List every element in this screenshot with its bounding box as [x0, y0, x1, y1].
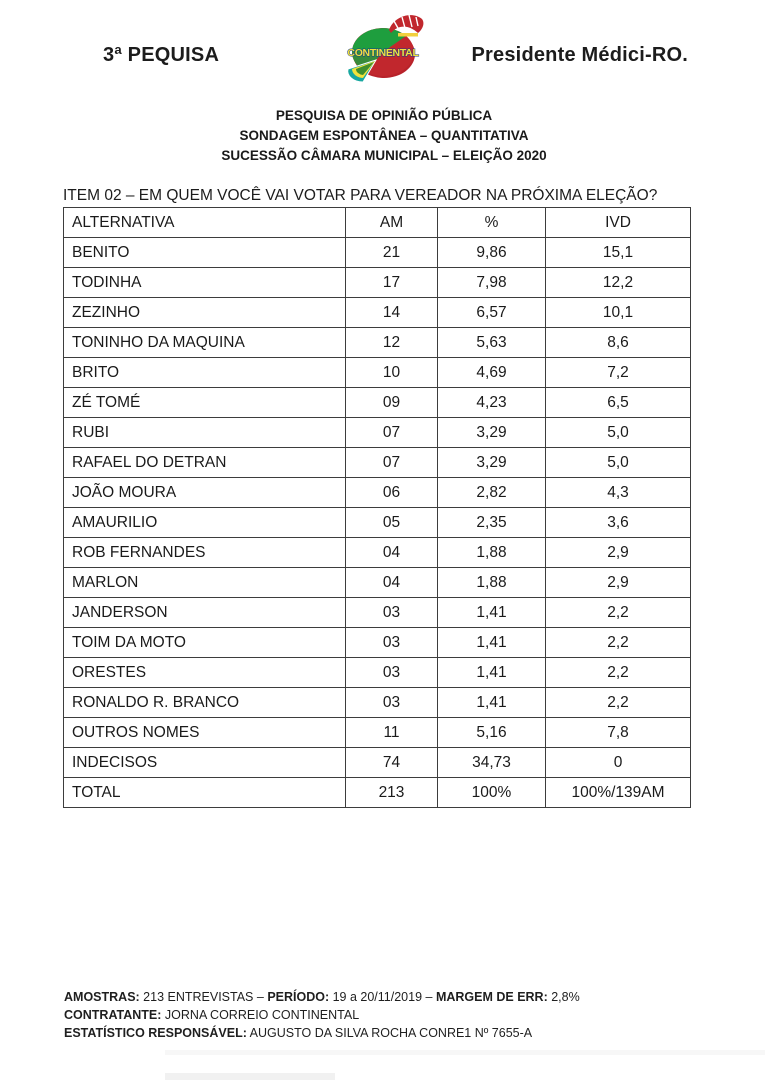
alternativa-cell: AMAURILIO — [64, 508, 346, 538]
results-table-body — [64, 238, 691, 808]
pct-cell: 6,57 — [438, 298, 546, 328]
footer-line-amostras — [64, 988, 768, 1006]
table-row — [64, 628, 691, 658]
table-row — [64, 538, 691, 568]
pct-cell: 5,16 — [438, 718, 546, 748]
alternativa-cell: JOÃO MOURA — [64, 478, 346, 508]
city-title: Presidente Médici-RO. — [471, 44, 688, 66]
footer-text-segment: CONTRATANTE: — [64, 1008, 162, 1022]
alternativa-cell: ZÉ TOMÉ — [64, 388, 346, 418]
ivd-cell: 5,0 — [546, 448, 691, 478]
col-header-ivd: IVD — [546, 208, 691, 238]
title-line-1: PESQUISA DE OPINIÃO PÚBLICA — [275, 108, 493, 123]
ivd-cell: 4,3 — [546, 478, 691, 508]
pct-cell: 3,29 — [438, 448, 546, 478]
table-row — [64, 268, 691, 298]
alternativa-cell: JANDERSON — [64, 598, 346, 628]
ivd-cell: 7,8 — [546, 718, 691, 748]
ivd-cell: 2,2 — [546, 628, 691, 658]
title-line-2: SONDAGEM ESPONTÂNEA – QUANTITATIVA — [239, 128, 529, 143]
pct-cell: 1,41 — [438, 658, 546, 688]
footer-text-segment: ESTATÍSTICO RESPONSÁVEL: — [64, 1026, 247, 1040]
table-row — [64, 448, 691, 478]
continental-logo-icon — [342, 12, 426, 88]
table-row — [64, 598, 691, 628]
ivd-cell: 0 — [546, 748, 691, 778]
table-row — [64, 418, 691, 448]
table-row — [64, 388, 691, 418]
table-header-row — [64, 208, 691, 238]
footer-text-segment: JORNA CORREIO CONTINENTAL — [161, 1008, 360, 1022]
alternativa-cell: TOIM DA MOTO — [64, 628, 346, 658]
am-cell: 11 — [346, 718, 438, 748]
table-row — [64, 658, 691, 688]
alternativa-cell: RUBI — [64, 418, 346, 448]
table-row — [64, 298, 691, 328]
pct-cell: 5,63 — [438, 328, 546, 358]
am-cell: 03 — [346, 598, 438, 628]
scan-artifact — [165, 1050, 765, 1055]
ivd-cell: 6,5 — [546, 388, 691, 418]
footer-text-segment: 19 a 20/11/2019 – — [329, 990, 436, 1004]
col-header-alternativa: ALTERNATIVA — [64, 208, 346, 238]
alternativa-cell: TONINHO DA MAQUINA — [64, 328, 346, 358]
ivd-cell: 2,2 — [546, 688, 691, 718]
pct-cell: 100% — [438, 778, 546, 808]
table-row — [64, 688, 691, 718]
results-table — [63, 207, 691, 808]
alternativa-cell: BENITO — [64, 238, 346, 268]
am-cell: 03 — [346, 628, 438, 658]
table-row — [64, 508, 691, 538]
am-cell: 05 — [346, 508, 438, 538]
alternativa-cell: RONALDO R. BRANCO — [64, 688, 346, 718]
pct-cell: 1,88 — [438, 538, 546, 568]
scan-artifact — [165, 1073, 335, 1080]
page-footer — [64, 988, 768, 1042]
ivd-cell: 2,9 — [546, 538, 691, 568]
ivd-cell: 7,2 — [546, 358, 691, 388]
am-cell: 21 — [346, 238, 438, 268]
pct-cell: 1,41 — [438, 688, 546, 718]
pct-cell: 1,41 — [438, 598, 546, 628]
table-row — [64, 478, 691, 508]
pct-cell: 4,69 — [438, 358, 546, 388]
table-row — [64, 238, 691, 268]
ivd-cell: 10,1 — [546, 298, 691, 328]
footer-text-segment: AUGUSTO DA SILVA ROCHA CONRE1 Nº 7655-A — [246, 1026, 533, 1040]
footer-text-segment: 2,8% — [547, 990, 580, 1004]
table-row — [64, 568, 691, 598]
am-cell: 10 — [346, 358, 438, 388]
title-line-3: SUCESSÃO CÂMARA MUNICIPAL – ELEIÇÃO 2020 — [221, 148, 547, 163]
am-cell: 12 — [346, 328, 438, 358]
am-cell: 09 — [346, 388, 438, 418]
am-cell: 03 — [346, 688, 438, 718]
alternativa-cell: RAFAEL DO DETRAN — [64, 448, 346, 478]
table-row — [64, 748, 691, 778]
question-line: ITEM 02 – EM QUEM VOCÊ VAI VOTAR PARA VEREADOR NA PRÓXIMA ELEÇÃO? — [63, 187, 658, 204]
alternativa-cell: MARLON — [64, 568, 346, 598]
am-cell: 07 — [346, 448, 438, 478]
am-cell: 06 — [346, 478, 438, 508]
alternativa-cell: ROB FERNANDES — [64, 538, 346, 568]
logo-text: CONTINENTAL — [347, 47, 419, 59]
pct-cell: 3,29 — [438, 418, 546, 448]
ivd-cell: 2,2 — [546, 598, 691, 628]
col-header-am: AM — [346, 208, 438, 238]
alternativa-cell: ZEZINHO — [64, 298, 346, 328]
table-row — [64, 778, 691, 808]
ivd-cell: 15,1 — [546, 238, 691, 268]
ivd-cell: 2,9 — [546, 568, 691, 598]
ivd-cell: 12,2 — [546, 268, 691, 298]
footer-line-contratante — [64, 1006, 768, 1024]
page-header — [0, 0, 768, 96]
footer-text-segment: MARGEM DE ERR: — [435, 990, 548, 1004]
footer-text-segment: AMOSTRAS: — [64, 990, 140, 1004]
alternativa-cell: INDECISOS — [64, 748, 346, 778]
pct-cell: 2,35 — [438, 508, 546, 538]
footer-line-estatistico — [64, 1024, 768, 1042]
table-row — [64, 328, 691, 358]
footer-text-segment: PERÍODO: — [267, 990, 330, 1004]
alternativa-cell: BRITO — [64, 358, 346, 388]
ivd-cell: 5,0 — [546, 418, 691, 448]
ivd-cell: 8,6 — [546, 328, 691, 358]
am-cell: 03 — [346, 658, 438, 688]
alternativa-cell: TOTAL — [64, 778, 346, 808]
ivd-cell: 3,6 — [546, 508, 691, 538]
pct-cell: 1,41 — [438, 628, 546, 658]
alternativa-cell: ORESTES — [64, 658, 346, 688]
pct-cell: 7,98 — [438, 268, 546, 298]
am-cell: 04 — [346, 538, 438, 568]
alternativa-cell: TODINHA — [64, 268, 346, 298]
am-cell: 74 — [346, 748, 438, 778]
am-cell: 213 — [346, 778, 438, 808]
survey-number-title: 3ª PEQUISA — [103, 44, 220, 66]
pct-cell: 9,86 — [438, 238, 546, 268]
pct-cell: 34,73 — [438, 748, 546, 778]
table-row — [64, 718, 691, 748]
pct-cell: 1,88 — [438, 568, 546, 598]
alternativa-cell: OUTROS NOMES — [64, 718, 346, 748]
am-cell: 17 — [346, 268, 438, 298]
ivd-cell: 2,2 — [546, 658, 691, 688]
col-header-pct: % — [438, 208, 546, 238]
am-cell: 07 — [346, 418, 438, 448]
am-cell: 14 — [346, 298, 438, 328]
pct-cell: 2,82 — [438, 478, 546, 508]
table-row — [64, 358, 691, 388]
footer-text-segment: 213 ENTREVISTAS – — [139, 990, 268, 1004]
pct-cell: 4,23 — [438, 388, 546, 418]
title-block — [0, 106, 768, 166]
am-cell: 04 — [346, 568, 438, 598]
ivd-cell: 100%/139AM — [546, 778, 691, 808]
